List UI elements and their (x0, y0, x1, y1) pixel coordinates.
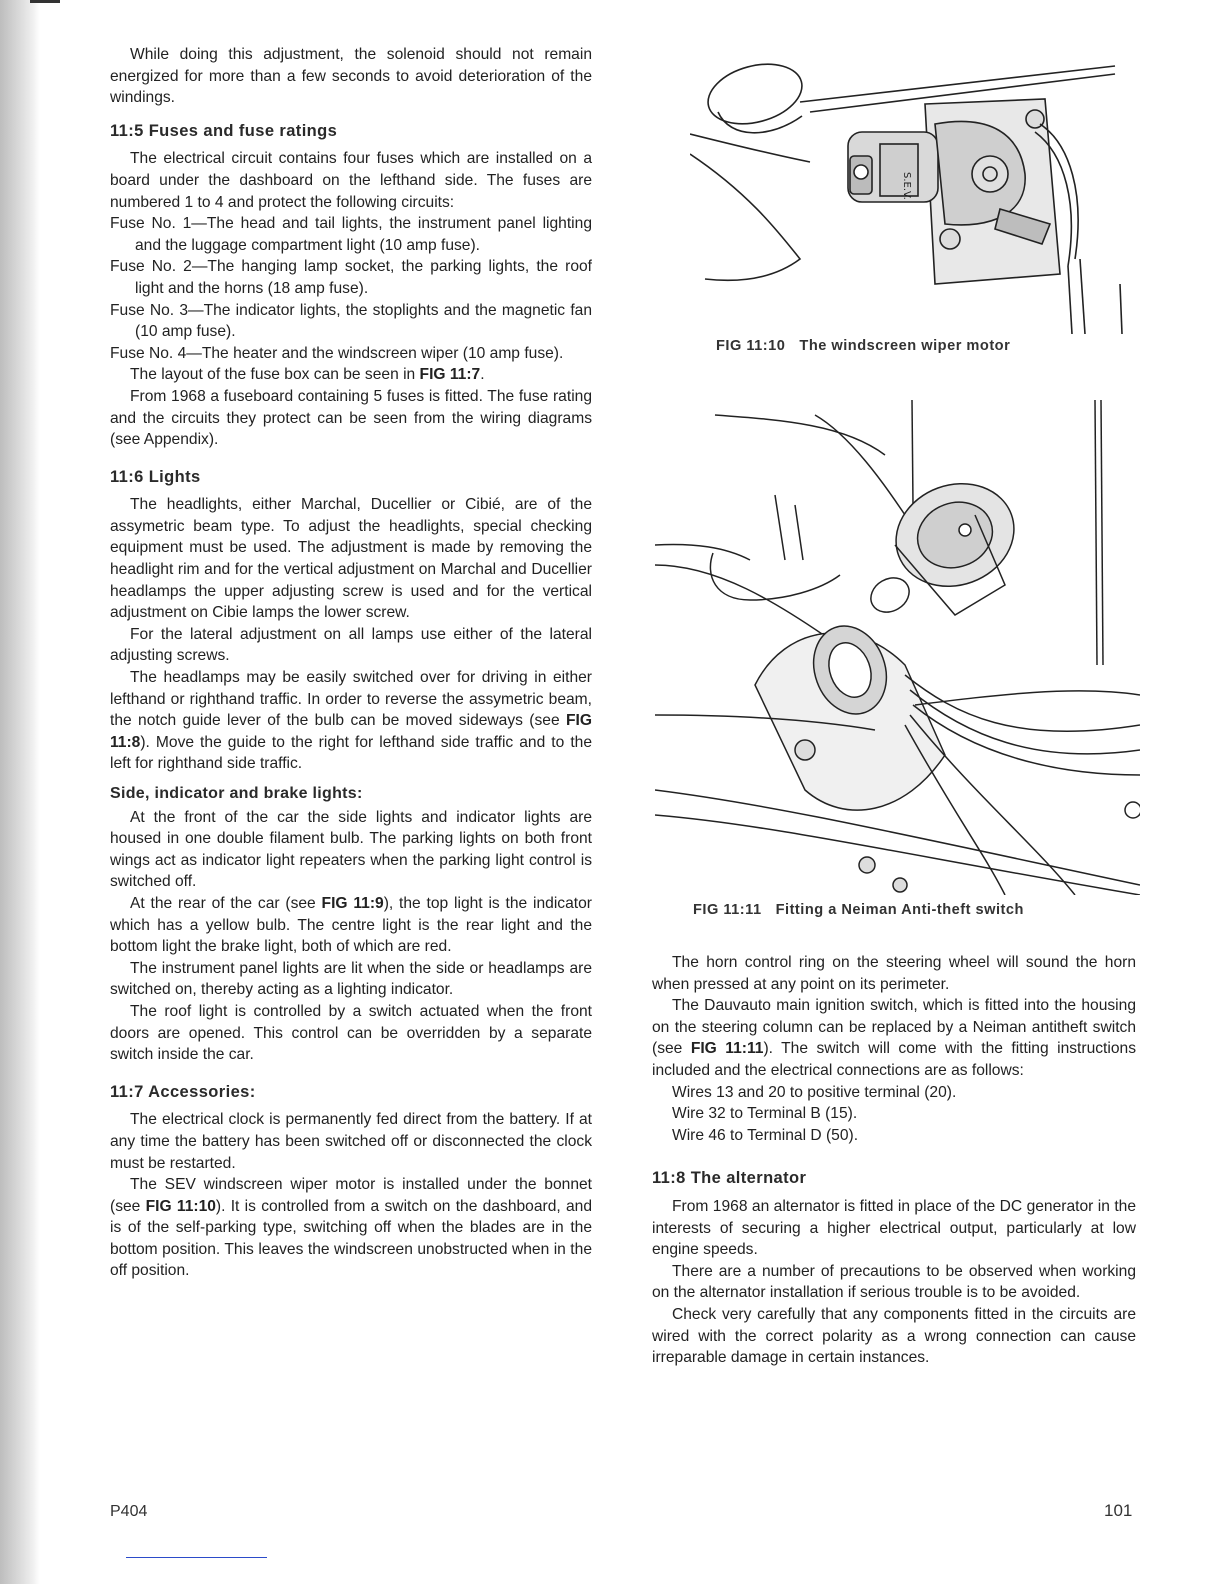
heading-11-5: 11:5 Fuses and fuse ratings (110, 121, 338, 140)
alternator-paragraph-3: Check very carefully that any components fitted in the circuits are wired with the correct polarity as a wrong connection can cause irreparable damage in certain instances. (652, 1305, 1136, 1367)
text-span: ), the top light is the indicator which has a yellow bulb. The centre light is the rear light and the bottom light the brake light, both of which are red. (110, 894, 592, 956)
left-column (110, 44, 592, 1282)
intro-paragraph: While doing this adjustment, the solenoid should not remain energized for more than a few seconds to avoid deterioration of the windings. (110, 46, 592, 107)
fig-caption: The windscreen wiper motor (799, 338, 1011, 354)
text-span: At the rear of the car (see (130, 894, 322, 912)
caption-fig-11-10 (716, 338, 1010, 354)
text-span: The layout of the fuse box can be seen in (130, 366, 420, 384)
text-span: . (480, 366, 485, 384)
headlights-paragraph: The headlights, either Marchal, Ducellier or Cibié, are of the assymetric beam type. To adjust the headlights, special checking equipment must be used. The adjustment is made by removing the headlight rim and for the vertical adjustment on Marchal and Ducellier headlamps the upper adjusting screw is used and for the vertical adjustment on Cibie lamps the lower screw. (110, 496, 592, 622)
fuse-1-item: Fuse No. 1—The head and tail lights, the instrument panel lighting and the luggage compartment light (10 amp fuse). (110, 215, 592, 254)
fig-label: FIG 11:10 (716, 338, 786, 354)
figure-neiman-switch (655, 395, 1140, 895)
horn-ring-paragraph: The horn control ring on the steering wheel will sound the horn when pressed at any point on its perimeter. (652, 954, 1136, 993)
fuseboard-1968-paragraph: From 1968 a fuseboard containing 5 fuses is fitted. The fuse rating and the circuits they protect can be seen from the wiring diagrams (see Appendix). (110, 387, 592, 449)
text-span: ). The switch will come with the fitting instructions included and the electrical connections are as follows: (652, 1040, 1136, 1079)
fig-caption: Fitting a Neiman Anti-theft switch (775, 902, 1024, 918)
fig-reference: FIG 11:7 (419, 366, 481, 384)
text-span: The Dauvauto main ignition switch, which is fitted into the housing on the steering column can be replaced by a Neiman antitheft switch (see (652, 997, 1136, 1058)
footer-code: P404 (110, 1503, 148, 1520)
fuse-4-item: Fuse No. 4—The heater and the windscreen wiper (10 amp fuse). (110, 344, 564, 362)
lateral-adjustment-paragraph: For the lateral adjustment on all lamps use either of the lateral adjusting screws. (110, 625, 592, 665)
alternator-paragraph-2: There are a number of precautions to be observed when working on the alternator installation if serious trouble is to be avoided. (652, 1262, 1136, 1302)
bottom-rule-line (126, 1557, 267, 1558)
caption-fig-11-11 (693, 902, 1024, 918)
wiper-motor-paragraph (110, 1174, 592, 1282)
ignition-switch-paragraph (652, 995, 1136, 1081)
fig-reference: FIG 11:10 (145, 1197, 216, 1215)
text-span: The headlamps may be easily switched over for driving in either lefthand or righthand traffic. In order to reverse the assymetric beam, the notch guide lever of the bulb can be moved sideways (see (110, 669, 592, 730)
fuse-3-item: Fuse No. 3—The indicator lights, the stoplights and the magnetic fan (10 amp fuse). (110, 301, 592, 341)
wire-connection-1: Wires 13 and 20 to positive terminal (20). (672, 1083, 957, 1101)
front-lights-paragraph: At the front of the car the side lights and indicator lights are housed in one double filament bulb. The parking lights on both front wings act as indicator light repeaters when the parking light control is switched off. (110, 808, 592, 891)
neiman-switch-illustration (655, 395, 1140, 895)
heading-11-7: 11:7 Accessories: (110, 1082, 256, 1101)
fuse-box-layout-paragraph (110, 364, 592, 386)
rear-lights-paragraph (110, 893, 592, 958)
wire-connection-2: Wire 32 to Terminal B (15). (672, 1105, 858, 1123)
text-span: ). Move the guide to the right for lefthand side traffic and to the left for righthand side traffic. (110, 733, 592, 773)
fig-reference: FIG 11:11 (690, 1040, 764, 1058)
page-number: 101 (1104, 1501, 1133, 1520)
wiper-motor-illustration (690, 44, 1130, 334)
fig-reference: FIG 11:9 (321, 894, 384, 912)
fuse-2-item: Fuse No. 2—The hanging lamp socket, the parking lights, the roof light and the horns (18 amp fuse). (110, 258, 592, 297)
text-span: The SEV windscreen wiper motor is installed under the bonnet (see (110, 1176, 592, 1215)
subheading-side-indicator-brake: Side, indicator and brake lights: (110, 785, 363, 802)
right-column (652, 952, 1136, 1369)
instrument-panel-paragraph: The instrument panel lights are lit when the side or headlamps are switched on, thereby acting as a lighting indicator. (110, 959, 592, 999)
headlamp-switch-paragraph (110, 667, 592, 775)
alternator-paragraph-1: From 1968 an alternator is fitted in place of the DC generator in the interests of securing a higher electrical output, particularly at low engine speeds. (652, 1197, 1136, 1259)
wire-connection-3: Wire 46 to Terminal D (50). (672, 1126, 859, 1144)
fig-reference: FIG 11:8 (110, 712, 592, 751)
roof-light-paragraph: The roof light is controlled by a switch actuated when the front doors are opened. This control can be overridden by a separate switch inside the car. (110, 1002, 592, 1064)
clock-paragraph: The electrical clock is permanently fed direct from the battery. If at any time the battery has been switched off or disconnected the clock must be restarted. (110, 1111, 592, 1172)
top-edge-mark (30, 0, 60, 3)
heading-11-8: 11:8 The alternator (652, 1169, 807, 1188)
fuses-paragraph: The electrical circuit contains four fuses which are installed on a board under the dashboard on the lefthand side. The fuses are numbered 1 to 4 and protect the following circuits: (110, 150, 592, 211)
heading-11-6: 11:6 Lights (110, 467, 201, 486)
page-binding-shadow (0, 0, 40, 1584)
text-span: ). It is controlled from a switch on the dashboard, and is of the self-parking type, switching off when the blades are in the bottom position. This leaves the windscreen unobstructed when in the off position. (110, 1197, 593, 1280)
motor-marking: S.E.V. (901, 172, 912, 200)
figure-wiper-motor (690, 44, 1130, 334)
fig-label: FIG 11:11 (693, 902, 762, 918)
